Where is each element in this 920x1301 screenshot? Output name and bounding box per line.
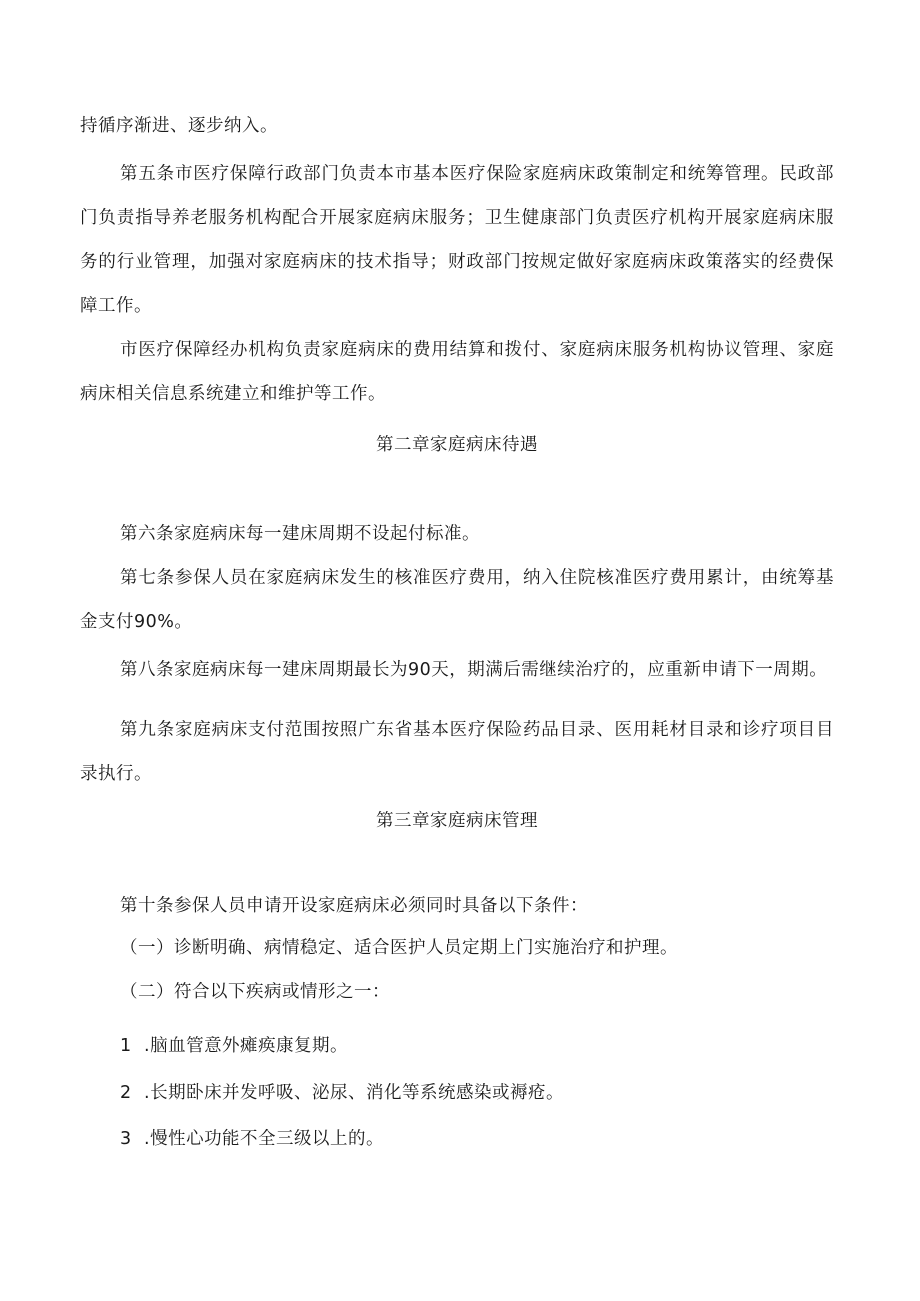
article-10-paragraph: 第十条参保人员申请开设家庭病床必须同时具备以下条件： [120, 896, 588, 916]
list-item [120, 1031, 834, 1061]
list-item-text: .脑血管意外瘫痪康复期。 [144, 1036, 349, 1056]
condition-2-paragraph: （二）符合以下疾病或情形之一： [120, 982, 390, 1002]
list-item-number: 1 [120, 1036, 132, 1056]
chapter-2-heading: 第二章家庭病床待遇 [376, 435, 538, 455]
article-6-paragraph: 第六条家庭病床每一建床周期不设起付标准。 [120, 524, 480, 544]
chapter-3-heading: 第三章家庭病床管理 [376, 811, 538, 831]
article-5-paragraph: 第五条市医疗保障行政部门负责本市基本医疗保险家庭病床政策制定和统筹管理。民政部门负责指导养老服务机构配合开展家庭病床服务；卫生健康部门负责医疗机构开展家庭病床服务的行业管理，加强对家庭病床的技术指导；财政部门按规定做好家庭病床政策落实的经费保障工作。 [80, 164, 834, 316]
list-item-text: .长期卧床并发呼吸、泌尿、消化等系统感染或褥疮。 [144, 1083, 565, 1103]
list-item-text: .慢性心功能不全三级以上的。 [144, 1129, 385, 1149]
list-item-number: 3 [120, 1129, 132, 1149]
list-item-number: 2 [120, 1083, 132, 1103]
paragraph-continuation: 持循序渐进、逐步纳入。 [80, 116, 278, 136]
list-item [120, 1124, 834, 1154]
article-8-paragraph: 第八条家庭病床每一建床周期最长为90天，期满后需继续治疗的，应重新申请下一周期。 [120, 660, 828, 680]
list-item [120, 1078, 834, 1108]
article-9-paragraph: 第九条家庭病床支付范围按照广东省基本医疗保险药品目录、医用耗材目录和诊疗项目目录执行。 [80, 720, 834, 784]
article-5-second-paragraph: 市医疗保障经办机构负责家庭病床的费用结算和拨付、家庭病床服务机构协议管理、家庭病床相关信息系统建立和维护等工作。 [80, 340, 834, 404]
condition-1-paragraph: （一）诊断明确、病情稳定、适合医护人员定期上门实施治疗和护理。 [120, 938, 678, 958]
article-7-paragraph: 第七条参保人员在家庭病床发生的核准医疗费用，纳入住院核准医疗费用累计，由统筹基金支付90%。 [80, 568, 834, 632]
